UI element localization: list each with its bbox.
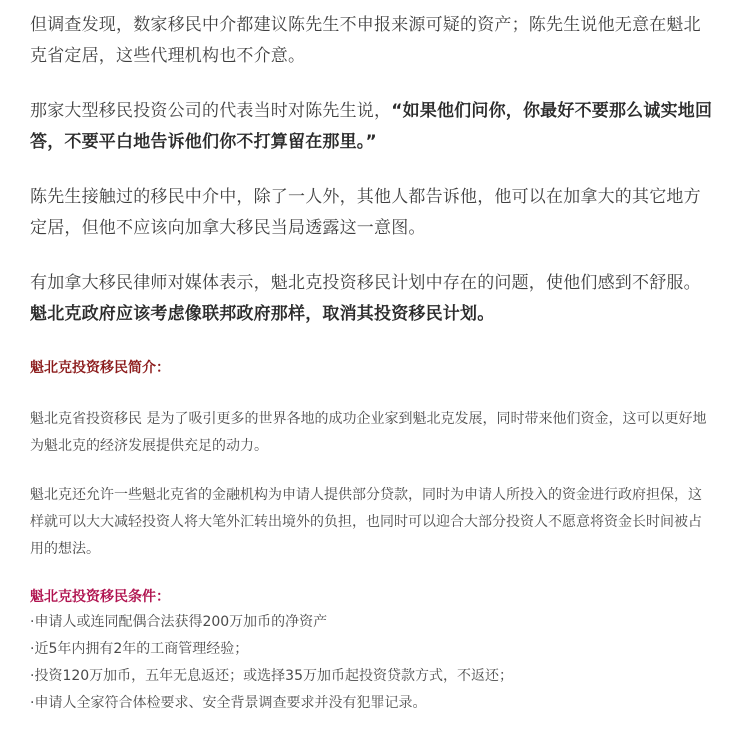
condition-item: ·申请人全家符合体检要求、安全背景调查要求并没有犯罪记录。 xyxy=(30,695,427,711)
condition-item: ·投资120万加币，五年无息返还；或选择35万加币起投资贷款方式，不返还； xyxy=(30,668,513,684)
condition-item: ·申请人或连同配偶合法获得200万加币的净资产 xyxy=(30,614,328,630)
paragraph-settle-elsewhere: 陈先生接触过的移民中介中，除了一人外，其他人都告诉他，他可以在加拿大的其它地方定居，但他不应该向加拿大移民当局透露这一意图。 xyxy=(30,187,701,238)
intro-paragraph-1: 魁北克省投资移民 是为了吸引更多的世界各地的成功企业家到魁北克发展，同时带来他们资金，这可以更好地为魁北克的经济发展提供充足的动力。 xyxy=(30,411,707,454)
condition-item: ·近5年内拥有2年的工商管理经验； xyxy=(30,641,249,657)
paragraph-agent-advice: 但调查发现，数家移民中介都建议陈先生不申报来源可疑的资产；陈先生说他无意在魁北克省定居，这些代理机构也不介意。 xyxy=(30,15,701,66)
conditions-heading: 魁北克投资移民条件： xyxy=(30,589,170,605)
intro-paragraph-2: 魁北克还允许一些魁北克省的金融机构为申请人提供部分贷款，同时为申请人所投入的资金进行政府担保，这样就可以大大减轻投资人将大笔外汇转出境外的负担，也同时可以迎合大部分投资人不愿意将资金长时间被占用的想法。 xyxy=(30,487,702,557)
paragraph-lawyer-opinion xyxy=(30,268,713,330)
paragraph-company-quote xyxy=(30,96,713,158)
lawyer-bold-text: 魁北克政府应该考虑像联邦政府那样，取消其投资移民计划。 xyxy=(30,304,495,324)
quote-bold-text: “如果他们问你，你最好不要那么诚实地回答，不要平白地告诉他们你不打算留在那里。” xyxy=(30,101,713,152)
lawyer-lead-text: 有加拿大移民律师对媒体表示，魁北克投资移民计划中存在的问题，使他们感到不舒服。 xyxy=(30,273,701,293)
quote-lead-text: 那家大型移民投资公司的代表当时对陈先生说， xyxy=(30,101,392,121)
intro-heading: 魁北克投资移民简介： xyxy=(30,360,170,376)
conditions-list xyxy=(30,609,713,717)
